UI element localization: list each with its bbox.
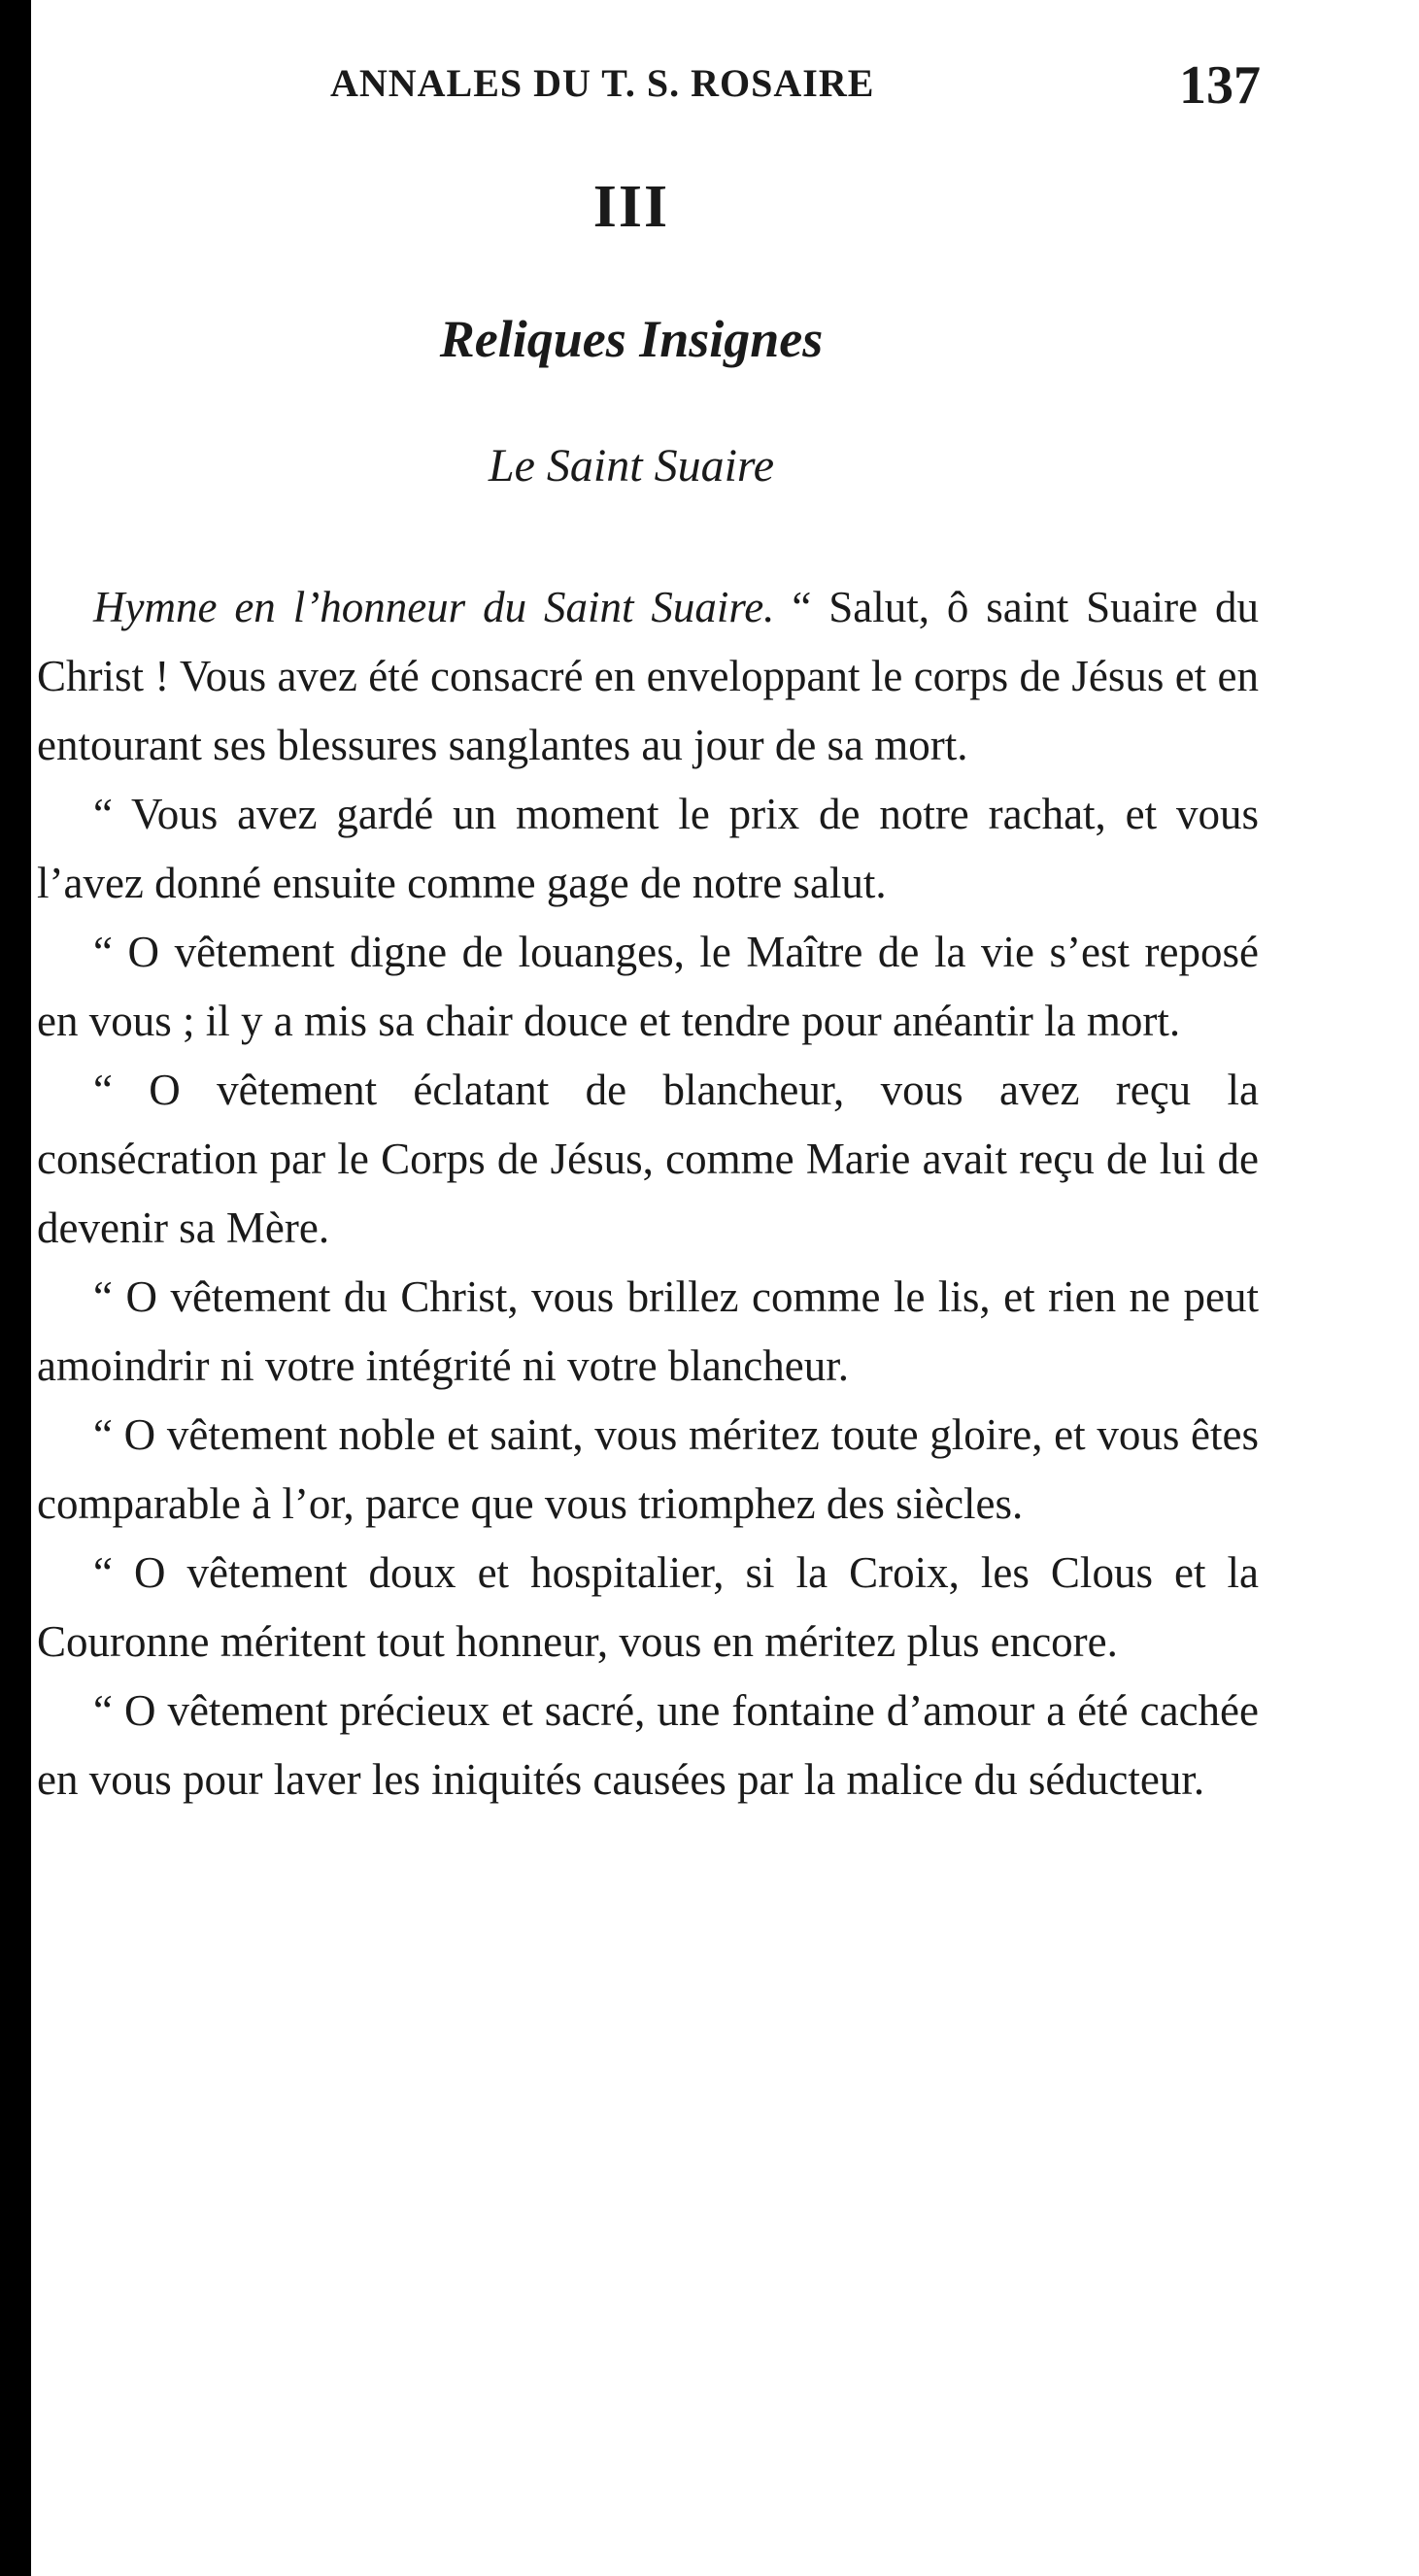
intro-italic: Hymne en l’honneur du Saint Suaire. (93, 583, 775, 631)
paragraph: “ O vêtement éclatant de blancheur, vous avez reçu la consécration par le Corps de Jésus, comme Marie avait reçu de lui de devenir sa Mère. (37, 1066, 1259, 1252)
body-text (37, 573, 1259, 1814)
paragraph: “ Vous avez gardé un moment le prix de notre rachat, et vous l’avez donné ensuite comme gage de notre salut. (37, 790, 1259, 907)
section-title: Reliques Insignes (439, 310, 824, 368)
paragraph: “ O vêtement digne de louanges, le Maître de la vie s’est reposé en vous ; il y a mis sa chair douce et tendre pour anéantir la mort. (37, 928, 1259, 1045)
page-number: 137 (1179, 55, 1261, 116)
paragraph: “ O vêtement du Christ, vous brillez comme le lis, et rien ne peut amoindrir ni votre intégrité ni votre blancheur. (37, 1272, 1259, 1390)
running-head (330, 55, 1301, 119)
paragraph-text: “ Salut, ô saint Suaire du Christ ! Vous avez été consacré en enveloppant le corps de Jésus et en entourant ses blessures sanglantes au jour de sa mort. (37, 583, 1259, 769)
paragraph (37, 573, 1259, 780)
paragraph: “ O vêtement doux et hospitalier, si la Croix, les Clous et la Couronne méritent tout honneur, vous en méritez plus encore. (37, 1548, 1259, 1666)
paragraph: “ O vêtement noble et saint, vous méritez toute gloire, et vous êtes comparable à l’or, parce que vous triomphez des siècles. (37, 1410, 1259, 1528)
section-subtitle: Le Saint Suaire (488, 440, 775, 491)
running-head-title: ANNALES DU T. S. ROSAIRE (330, 61, 875, 105)
paragraph: “ O vêtement précieux et sacré, une fontaine d’amour a été cachée en vous pour laver les iniquités causées par la malice du séducteur. (37, 1686, 1259, 1804)
section-number: III (592, 174, 670, 240)
